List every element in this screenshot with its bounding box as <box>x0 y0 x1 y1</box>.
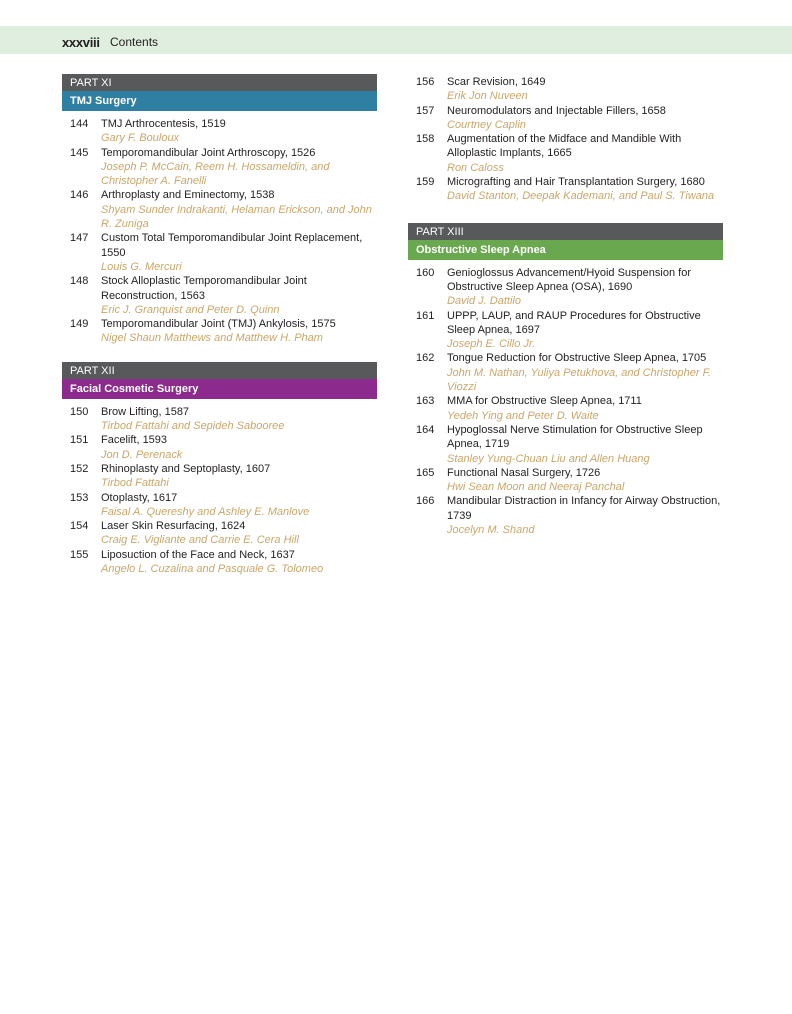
list-item <box>408 175 723 204</box>
chapter-title: Facelift, 1593 <box>101 434 168 447</box>
entry-body <box>447 394 723 423</box>
chapter-authors: Joseph P. McCain, Reem H. Hossameldin, and Christopher A. Fanelli <box>101 160 330 188</box>
part-label: PART XI <box>62 74 377 91</box>
part-xii <box>62 362 377 577</box>
list-item <box>62 433 377 462</box>
chapter-number: 145 <box>70 146 89 159</box>
chapter-title: Temporomandibular Joint Arthroscopy, 1526 <box>101 146 316 159</box>
list-item <box>408 132 723 175</box>
part-title: Obstructive Sleep Apnea <box>408 240 723 260</box>
entry-body <box>447 494 723 537</box>
chapter-number: 151 <box>70 434 89 447</box>
chapter-number: 155 <box>70 548 89 561</box>
chapter-authors: Angelo L. Cuzalina and Pasquale G. Tolomeo <box>101 563 324 576</box>
chapter-number: 150 <box>70 405 89 418</box>
list-item <box>408 104 723 133</box>
entry-body <box>101 231 377 274</box>
chapter-authors: Courtney Caplin <box>447 118 526 131</box>
list-item <box>62 405 377 434</box>
chapter-authors: Ron Caloss <box>447 161 504 174</box>
chapter-title: Tongue Reduction for Obstructive Sleep Apnea, 1705 <box>447 352 707 365</box>
chapter-authors: Craig E. Vigliante and Carrie E. Cera Hill <box>101 534 299 547</box>
entry-body <box>101 519 377 548</box>
chapter-number: 157 <box>416 104 435 117</box>
entry-body <box>101 117 377 146</box>
chapter-authors: Louis G. Mercuri <box>101 260 182 273</box>
chapter-title: Custom Total Temporomandibular Joint Replacement, 1550 <box>101 232 363 259</box>
chapter-number: 156 <box>416 76 435 88</box>
chapter-title: Liposuction of the Face and Neck, 1637 <box>101 548 295 561</box>
list-item <box>62 188 377 231</box>
chapter-number: 160 <box>416 266 435 279</box>
entry-list <box>408 260 723 538</box>
part-xiii <box>408 223 723 538</box>
chapter-title: Micrografting and Hair Transplantation Surgery, 1680 <box>447 176 705 189</box>
chapter-authors: Jon D. Perenack <box>101 448 183 461</box>
list-item <box>62 462 377 491</box>
entry-body <box>447 466 723 495</box>
chapter-authors: Joseph E. Cillo Jr. <box>447 338 536 351</box>
chapter-number: 159 <box>416 176 435 189</box>
chapter-title: Neuromodulators and Injectable Fillers, 1658 <box>447 104 666 117</box>
chapter-authors: Gary F. Bouloux <box>101 132 180 145</box>
part-gap <box>62 346 377 362</box>
entry-body <box>101 274 377 317</box>
page-number: xxxviii <box>62 35 100 50</box>
chapter-title: Augmentation of the Midface and Mandible With Alloplastic Implants, 1665 <box>447 133 682 160</box>
right-column <box>408 75 723 537</box>
chapter-authors: John M. Nathan, Yuliya Petukhova, and Christopher F. Viozzi <box>447 366 711 394</box>
entry-body <box>447 309 723 352</box>
list-item <box>62 317 377 346</box>
chapter-authors: David J. Dattilo <box>447 295 521 308</box>
entry-body <box>101 491 377 520</box>
chapter-authors: Nigel Shaun Matthews and Matthew H. Pham <box>101 332 323 345</box>
chapter-title: Mandibular Distraction in Infancy for Airway Obstruction, 1739 <box>447 495 721 522</box>
list-item <box>408 351 723 394</box>
chapter-title: UPPP, LAUP, and RAUP Procedures for Obstructive Sleep Apnea, 1697 <box>447 309 701 336</box>
chapter-authors: Stanley Yung-Chuan Liu and Allen Huang <box>447 452 650 465</box>
chapter-number: 147 <box>70 232 89 245</box>
chapter-number: 146 <box>70 189 89 202</box>
list-item <box>408 494 723 537</box>
entry-body <box>101 317 377 346</box>
list-item <box>408 309 723 352</box>
list-item <box>62 519 377 548</box>
chapter-number: 166 <box>416 495 435 508</box>
chapter-authors: David Stanton, Deepak Kademani, and Paul S. Tiwana <box>447 190 715 203</box>
entry-list <box>408 75 723 204</box>
entry-body <box>447 175 723 204</box>
list-item <box>62 146 377 189</box>
chapter-title: Rhinoplasty and Septoplasty, 1607 <box>101 462 271 475</box>
chapter-title: Genioglossus Advancement/Hyoid Suspension for Obstructive Sleep Apnea (OSA), 1690 <box>447 266 691 293</box>
chapter-title: Brow Lifting, 1587 <box>101 405 190 418</box>
entry-body <box>447 266 723 309</box>
chapter-number: 149 <box>70 318 89 331</box>
entry-body <box>447 423 723 466</box>
chapter-number: 161 <box>416 309 435 322</box>
chapter-number: 158 <box>416 133 435 146</box>
chapter-number: 164 <box>416 423 435 436</box>
list-item <box>62 274 377 317</box>
chapter-authors: Yedeh Ying and Peter D. Waite <box>447 409 599 422</box>
chapter-title: Stock Alloplastic Temporomandibular Joint Reconstruction, 1563 <box>101 275 307 302</box>
part-title: Facial Cosmetic Surgery <box>62 379 377 399</box>
list-item <box>408 75 723 104</box>
entry-list <box>62 111 377 346</box>
entry-body <box>101 548 377 577</box>
entry-body <box>447 75 723 104</box>
part-xi <box>62 74 377 346</box>
chapter-number: 163 <box>416 395 435 408</box>
list-item <box>408 266 723 309</box>
chapter-number: 162 <box>416 352 435 365</box>
part-label: PART XIII <box>408 223 723 240</box>
list-item <box>62 117 377 146</box>
chapter-authors: Faisal A. Quereshy and Ashley E. Manlove <box>101 505 310 518</box>
chapter-title: TMJ Arthrocentesis, 1519 <box>101 118 226 130</box>
chapter-authors: Hwi Sean Moon and Neeraj Panchal <box>447 481 625 494</box>
chapter-title: Temporomandibular Joint (TMJ) Ankylosis, 1575 <box>101 318 336 331</box>
running-head: Contents <box>110 35 159 49</box>
chapter-title: Otoplasty, 1617 <box>101 491 178 504</box>
chapter-number: 153 <box>70 491 89 504</box>
chapter-title: Arthroplasty and Eminectomy, 1538 <box>101 189 275 202</box>
list-item <box>62 491 377 520</box>
chapter-title: Scar Revision, 1649 <box>447 76 546 88</box>
list-item <box>62 231 377 274</box>
list-item <box>408 394 723 423</box>
chapter-number: 154 <box>70 520 89 533</box>
chapter-number: 152 <box>70 462 89 475</box>
chapter-authors: Shyam Sunder Indrakanti, Helaman Erickson, and John R. Zuniga <box>101 203 372 231</box>
chapter-title: MMA for Obstructive Sleep Apnea, 1711 <box>447 395 642 408</box>
chapter-authors: Jocelyn M. Shand <box>447 524 535 537</box>
list-item <box>408 466 723 495</box>
chapter-authors: Tirbod Fattahi <box>101 477 169 490</box>
chapter-number: 148 <box>70 275 89 288</box>
chapter-title: Laser Skin Resurfacing, 1624 <box>101 520 246 533</box>
list-item <box>62 548 377 577</box>
chapter-title: Hypoglossal Nerve Stimulation for Obstructive Sleep Apnea, 1719 <box>447 423 703 451</box>
entry-body <box>447 351 723 394</box>
part-label: PART XII <box>62 362 377 379</box>
chapter-number: 144 <box>70 118 89 130</box>
entry-list <box>62 399 377 577</box>
chapter-authors: Erik Jon Nuveen <box>447 90 528 103</box>
entry-body <box>101 433 377 462</box>
list-item <box>408 423 723 466</box>
entry-body <box>447 104 723 133</box>
entry-body <box>101 146 377 189</box>
entry-body <box>447 132 723 175</box>
entry-body <box>101 462 377 491</box>
part-title: TMJ Surgery <box>62 91 377 111</box>
entry-body <box>101 405 377 434</box>
chapter-authors: Eric J. Granquist and Peter D. Quinn <box>101 303 280 316</box>
chapter-number: 165 <box>416 466 435 479</box>
left-column <box>62 74 377 576</box>
chapter-title: Functional Nasal Surgery, 1726 <box>447 466 601 479</box>
entry-body <box>101 188 377 231</box>
chapter-authors: Tirbod Fattahi and Sepideh Sabooree <box>101 420 285 433</box>
part-gap <box>408 204 723 223</box>
